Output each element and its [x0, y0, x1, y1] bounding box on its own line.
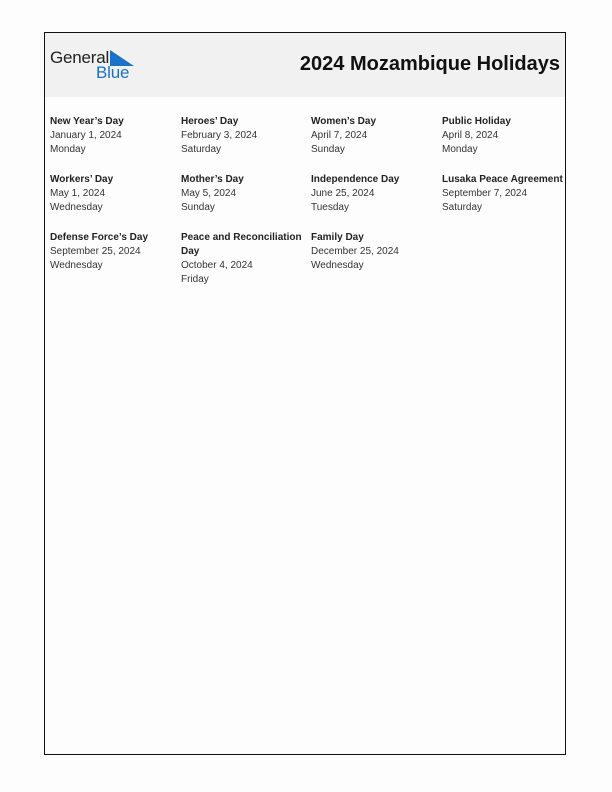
logo-word-general: General — [50, 48, 110, 67]
holiday-weekday: Tuesday — [311, 202, 349, 213]
holiday-item — [181, 115, 311, 157]
page-title: 2024 Mozambique Holidays — [299, 53, 560, 75]
page-header — [45, 33, 565, 97]
holiday-weekday: Wednesday — [50, 260, 103, 271]
holiday-name: Heroes’ Day — [181, 116, 239, 127]
holiday-item — [50, 115, 181, 157]
holiday-date: February 3, 2024 — [181, 130, 258, 141]
holiday-name: Women’s Day — [311, 116, 377, 127]
holiday-weekday: Saturday — [442, 202, 483, 213]
holiday-weekday: Saturday — [181, 144, 222, 155]
holiday-date: December 25, 2024 — [311, 246, 399, 257]
holiday-item — [311, 231, 442, 287]
holiday-name: Family Day — [311, 232, 364, 243]
holiday-date: April 7, 2024 — [311, 130, 368, 141]
holiday-name: New Year’s Day — [50, 116, 124, 127]
holiday-weekday: Monday — [442, 144, 478, 155]
holiday-grid — [50, 115, 565, 287]
holiday-item — [311, 173, 442, 215]
holiday-name: Lusaka Peace Agreement — [442, 174, 563, 185]
holiday-weekday: Monday — [50, 144, 86, 155]
holiday-name: Mother’s Day — [181, 174, 244, 185]
holiday-name: Public Holiday — [442, 116, 511, 127]
generalblue-logo — [50, 48, 140, 84]
holiday-date: June 25, 2024 — [311, 188, 375, 199]
holiday-name: Workers’ Day — [50, 174, 114, 185]
holiday-date: September 7, 2024 — [442, 188, 528, 199]
holiday-item — [181, 231, 311, 287]
holiday-item — [50, 173, 181, 215]
holiday-item — [442, 115, 565, 157]
holiday-date: October 4, 2024 — [181, 260, 253, 271]
holiday-weekday: Sunday — [311, 144, 345, 155]
holiday-name: Defense Force’s Day — [50, 232, 149, 243]
holiday-item — [311, 115, 442, 157]
holiday-weekday: Wednesday — [50, 202, 103, 213]
logo-word-blue: Blue — [96, 63, 130, 82]
holiday-date: January 1, 2024 — [50, 130, 122, 141]
holiday-weekday: Sunday — [181, 202, 215, 213]
holiday-item — [181, 173, 311, 215]
holiday-item — [442, 173, 565, 215]
holiday-name: Independence Day — [311, 174, 400, 185]
holiday-name: Peace and Reconciliation Day — [181, 232, 302, 257]
holiday-date: April 8, 2024 — [442, 130, 499, 141]
page-frame — [44, 32, 566, 755]
holiday-date: September 25, 2024 — [50, 246, 141, 257]
holiday-weekday: Friday — [181, 274, 209, 285]
holiday-weekday: Wednesday — [311, 260, 364, 271]
holiday-item — [50, 231, 181, 287]
holiday-date: May 1, 2024 — [50, 188, 106, 199]
holiday-date: May 5, 2024 — [181, 188, 237, 199]
